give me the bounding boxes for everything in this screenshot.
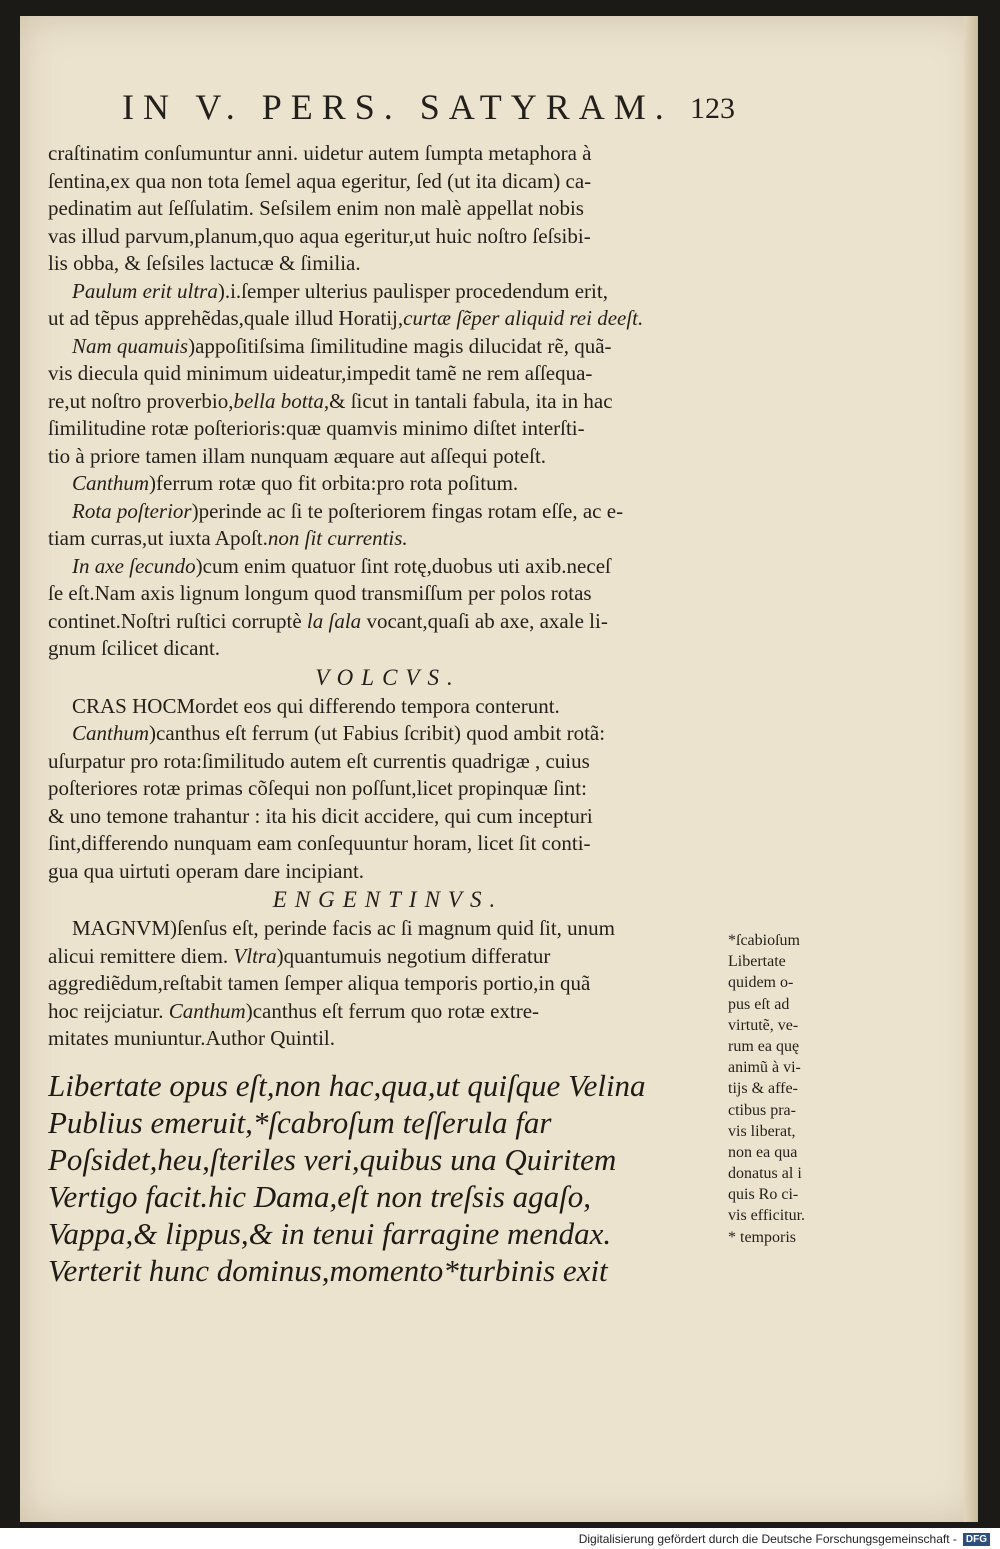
line-text: CRAS HOC <box>72 693 177 718</box>
lemma: Canthum <box>168 998 246 1023</box>
page-number: 123 <box>690 92 735 125</box>
margin-note-line: virtutẽ, ve- <box>728 1016 799 1034</box>
line-text: aggrediẽdum,reſtabit tamen ſemper aliqua temporis portio,in quã <box>48 971 591 995</box>
line-text: continet.Noſtri ruſtici corruptè <box>48 608 307 633</box>
margin-notes <box>728 930 838 1248</box>
lemma: la ſala <box>306 608 362 633</box>
line-text: )canthus eſt ferrum quo rotæ extre- <box>245 998 540 1023</box>
running-head: IN V. PERS. SATYRAM. <box>122 87 673 127</box>
line-text: mitates muniuntur.Author Quintil. <box>48 1026 335 1050</box>
line-text: vocant,quaſi ab axe, axale li- <box>361 608 608 633</box>
lemma: bella botta, <box>233 388 330 413</box>
margin-note-line: *ſcabioſum <box>728 932 800 949</box>
text-line <box>48 525 728 553</box>
footer-credit: Digitalisierung gefördert durch die Deutsche Forschungsgemeinschaft - <box>578 1532 957 1546</box>
verse-line: Vertigo facit.hic Dama,eſt non treſsis agaſo, <box>48 1178 592 1214</box>
text-line <box>48 443 728 471</box>
margin-note-line: non ea qua <box>728 1143 798 1161</box>
line-text: )canthus eſt ferrum (ut Fabius ſcribit) quod ambit rotã: <box>149 721 606 745</box>
line-text: tiam curras,ut iuxta Apoſt. <box>48 526 268 550</box>
line-text: MAGNVM <box>72 916 171 940</box>
text-line <box>48 635 728 663</box>
text-line <box>48 415 728 443</box>
text-line <box>48 1025 728 1053</box>
text-line <box>48 388 728 416</box>
margin-note-line: pus eſt ad <box>728 995 790 1013</box>
text-line <box>48 333 728 361</box>
line-text: )ferrum rotæ quo fit orbita:pro rota poſitum. <box>149 471 519 495</box>
verse-line: Vappa,& lippus,& in tenui farragine mendax. <box>48 1215 612 1251</box>
line-text: vis diecula quid minimum uideatur,impedit tamẽ ne rem aſſequa- <box>48 361 593 385</box>
margin-note-line: Libertate <box>728 953 786 971</box>
lemma: Canthum <box>72 471 150 495</box>
line-text: ſint,differendo nunquam eam conſequuntur horam, licet ſit conti- <box>48 831 591 855</box>
text-line <box>48 470 728 498</box>
section-heading: VOLCVS. <box>315 664 461 690</box>
text-line <box>48 720 728 748</box>
line-text: & uno temone trahantur : ita his dicit accidere, qui cum incepturi <box>48 803 593 828</box>
margin-note-line: ctibus pra- <box>728 1101 796 1119</box>
line-text: )cum enim quatuor ſint rotę,duobus uti axib.neceſ <box>195 553 611 578</box>
lemma: Nam quamuis <box>72 333 189 358</box>
text-line <box>48 693 728 721</box>
lemma: Paulum erit ultra <box>72 278 218 303</box>
line-text: gua qua uirtuti operam dare incipiant. <box>48 858 365 883</box>
margin-note-line: tijs & affe- <box>728 1080 798 1098</box>
line-text: hoc reijciatur. <box>48 998 169 1023</box>
text-line <box>48 998 728 1026</box>
lemma: non ſit currentis. <box>267 526 408 550</box>
margin-note-line: vis efficitur. <box>728 1207 806 1225</box>
lemma: Canthum <box>72 721 150 745</box>
text-line <box>48 223 728 251</box>
line-text: Mordet eos qui differendo tempora conterunt. <box>176 693 560 718</box>
text-line <box>48 803 728 831</box>
text-line <box>48 553 728 581</box>
dfg-logo-icon: DFG <box>963 1533 990 1546</box>
verse-block <box>48 1067 728 1289</box>
line-text: re,ut noſtro proverbio, <box>48 388 234 413</box>
margin-note-line: * temporis <box>728 1228 796 1246</box>
margin-note-line: animũ à vi- <box>728 1059 801 1077</box>
line-text: )appoſitiſsima ſimilitudine magis dilucidat rẽ, quã- <box>188 333 612 358</box>
lemma: curtæ ſẽper aliquid rei deeſt. <box>403 306 644 330</box>
lemma: Rota poſterior <box>72 498 192 523</box>
line-text: alicui remittere diem. <box>48 943 234 968</box>
digitization-footer <box>0 1530 990 1549</box>
margin-note-line: quidem o- <box>728 974 794 992</box>
line-text: craſtinatim conſumuntur anni. uidetur autem ſumpta metaphora à <box>48 141 592 165</box>
text-line <box>48 608 728 636</box>
text-line <box>48 775 728 803</box>
lemma: In axe ſecundo <box>72 553 196 578</box>
margin-note-line: rum ea quę <box>728 1037 800 1055</box>
margin-note-line: donatus al i <box>728 1165 802 1183</box>
text-line <box>48 858 728 886</box>
line-text: uſurpatur pro rota:ſimilitudo autem eſt currentis quadrigæ , cuius <box>48 748 590 773</box>
verse-line: Libertate opus eſt,non hac,qua,ut quiſque Velina <box>48 1067 646 1103</box>
commentary-text <box>48 140 728 1289</box>
text-line <box>48 943 728 971</box>
line-text: & ſicut in tantali fabula, ita in hac <box>329 388 613 413</box>
page-edge <box>964 16 978 1522</box>
text-line <box>48 830 728 858</box>
text-line <box>48 748 728 776</box>
line-text: ut ad tẽpus apprehẽdas,quale illud Horatij, <box>48 306 404 330</box>
text-line <box>48 915 728 943</box>
line-text: )ſenſus eſt, perinde facis ac ſi magnum quid ſit, unum <box>170 916 615 940</box>
text-line <box>48 360 728 388</box>
section-heading: ENGENTINVS. <box>272 887 504 912</box>
line-text: tio à priore tamen illam nunquam æquare aut aſſequi poteſt. <box>48 443 547 468</box>
text-line <box>48 580 728 608</box>
text-line <box>48 278 728 306</box>
verse-line: Publius emeruit,*ſcabroſum teſſerula far <box>48 1104 552 1140</box>
lemma: Vltra <box>233 943 277 968</box>
text-line <box>48 970 728 998</box>
verse-line: Verterit hunc dominus,momento*turbinis exit <box>48 1252 608 1288</box>
line-text: )perinde ac ſi te poſteriorem fingas rotam eſſe, ac e- <box>191 498 624 523</box>
line-text: )quantumuis negotium differatur <box>276 943 551 968</box>
line-text: ſimilitudine rotæ poſterioris:quæ quamvis minimo diſtet interſti- <box>48 416 585 440</box>
line-text: lis obba, & ſeſsiles lactucæ & ſimilia. <box>48 251 361 275</box>
margin-note-line: vis liberat, <box>728 1122 796 1140</box>
line-text: ſe eſt.Nam axis lignum longum quod transmiſſum per polos rotas <box>48 581 592 605</box>
line-text: poſteriores rotæ primas cõſequi non poſſunt,licet propinquæ ſint: <box>48 776 587 800</box>
line-text: ſentina,ex qua non tota ſemel aqua egeritur, ſed (ut ita dicam) ca- <box>48 168 592 193</box>
margin-note-line: quis Ro ci- <box>728 1186 799 1204</box>
line-text: ).i.ſemper ulterius paulisper procedendum erit, <box>217 278 608 303</box>
text-line <box>48 168 728 196</box>
text-line <box>48 250 728 278</box>
line-text: vas illud parvum,planum,quo aqua egeritur,ut huic noſtro ſeſsibi- <box>48 223 591 248</box>
line-text: pedinatim aut ſeſſulatim. Seſsilem enim non malè appellat nobis <box>48 196 584 220</box>
verse-line: Poſsidet,heu,ſteriles veri,quibus una Quiritem <box>48 1141 617 1177</box>
text-line <box>48 498 728 526</box>
text-line <box>48 140 728 168</box>
text-line <box>48 195 728 223</box>
line-text: gnum ſcilicet dicant. <box>48 636 221 660</box>
text-line <box>48 305 728 333</box>
